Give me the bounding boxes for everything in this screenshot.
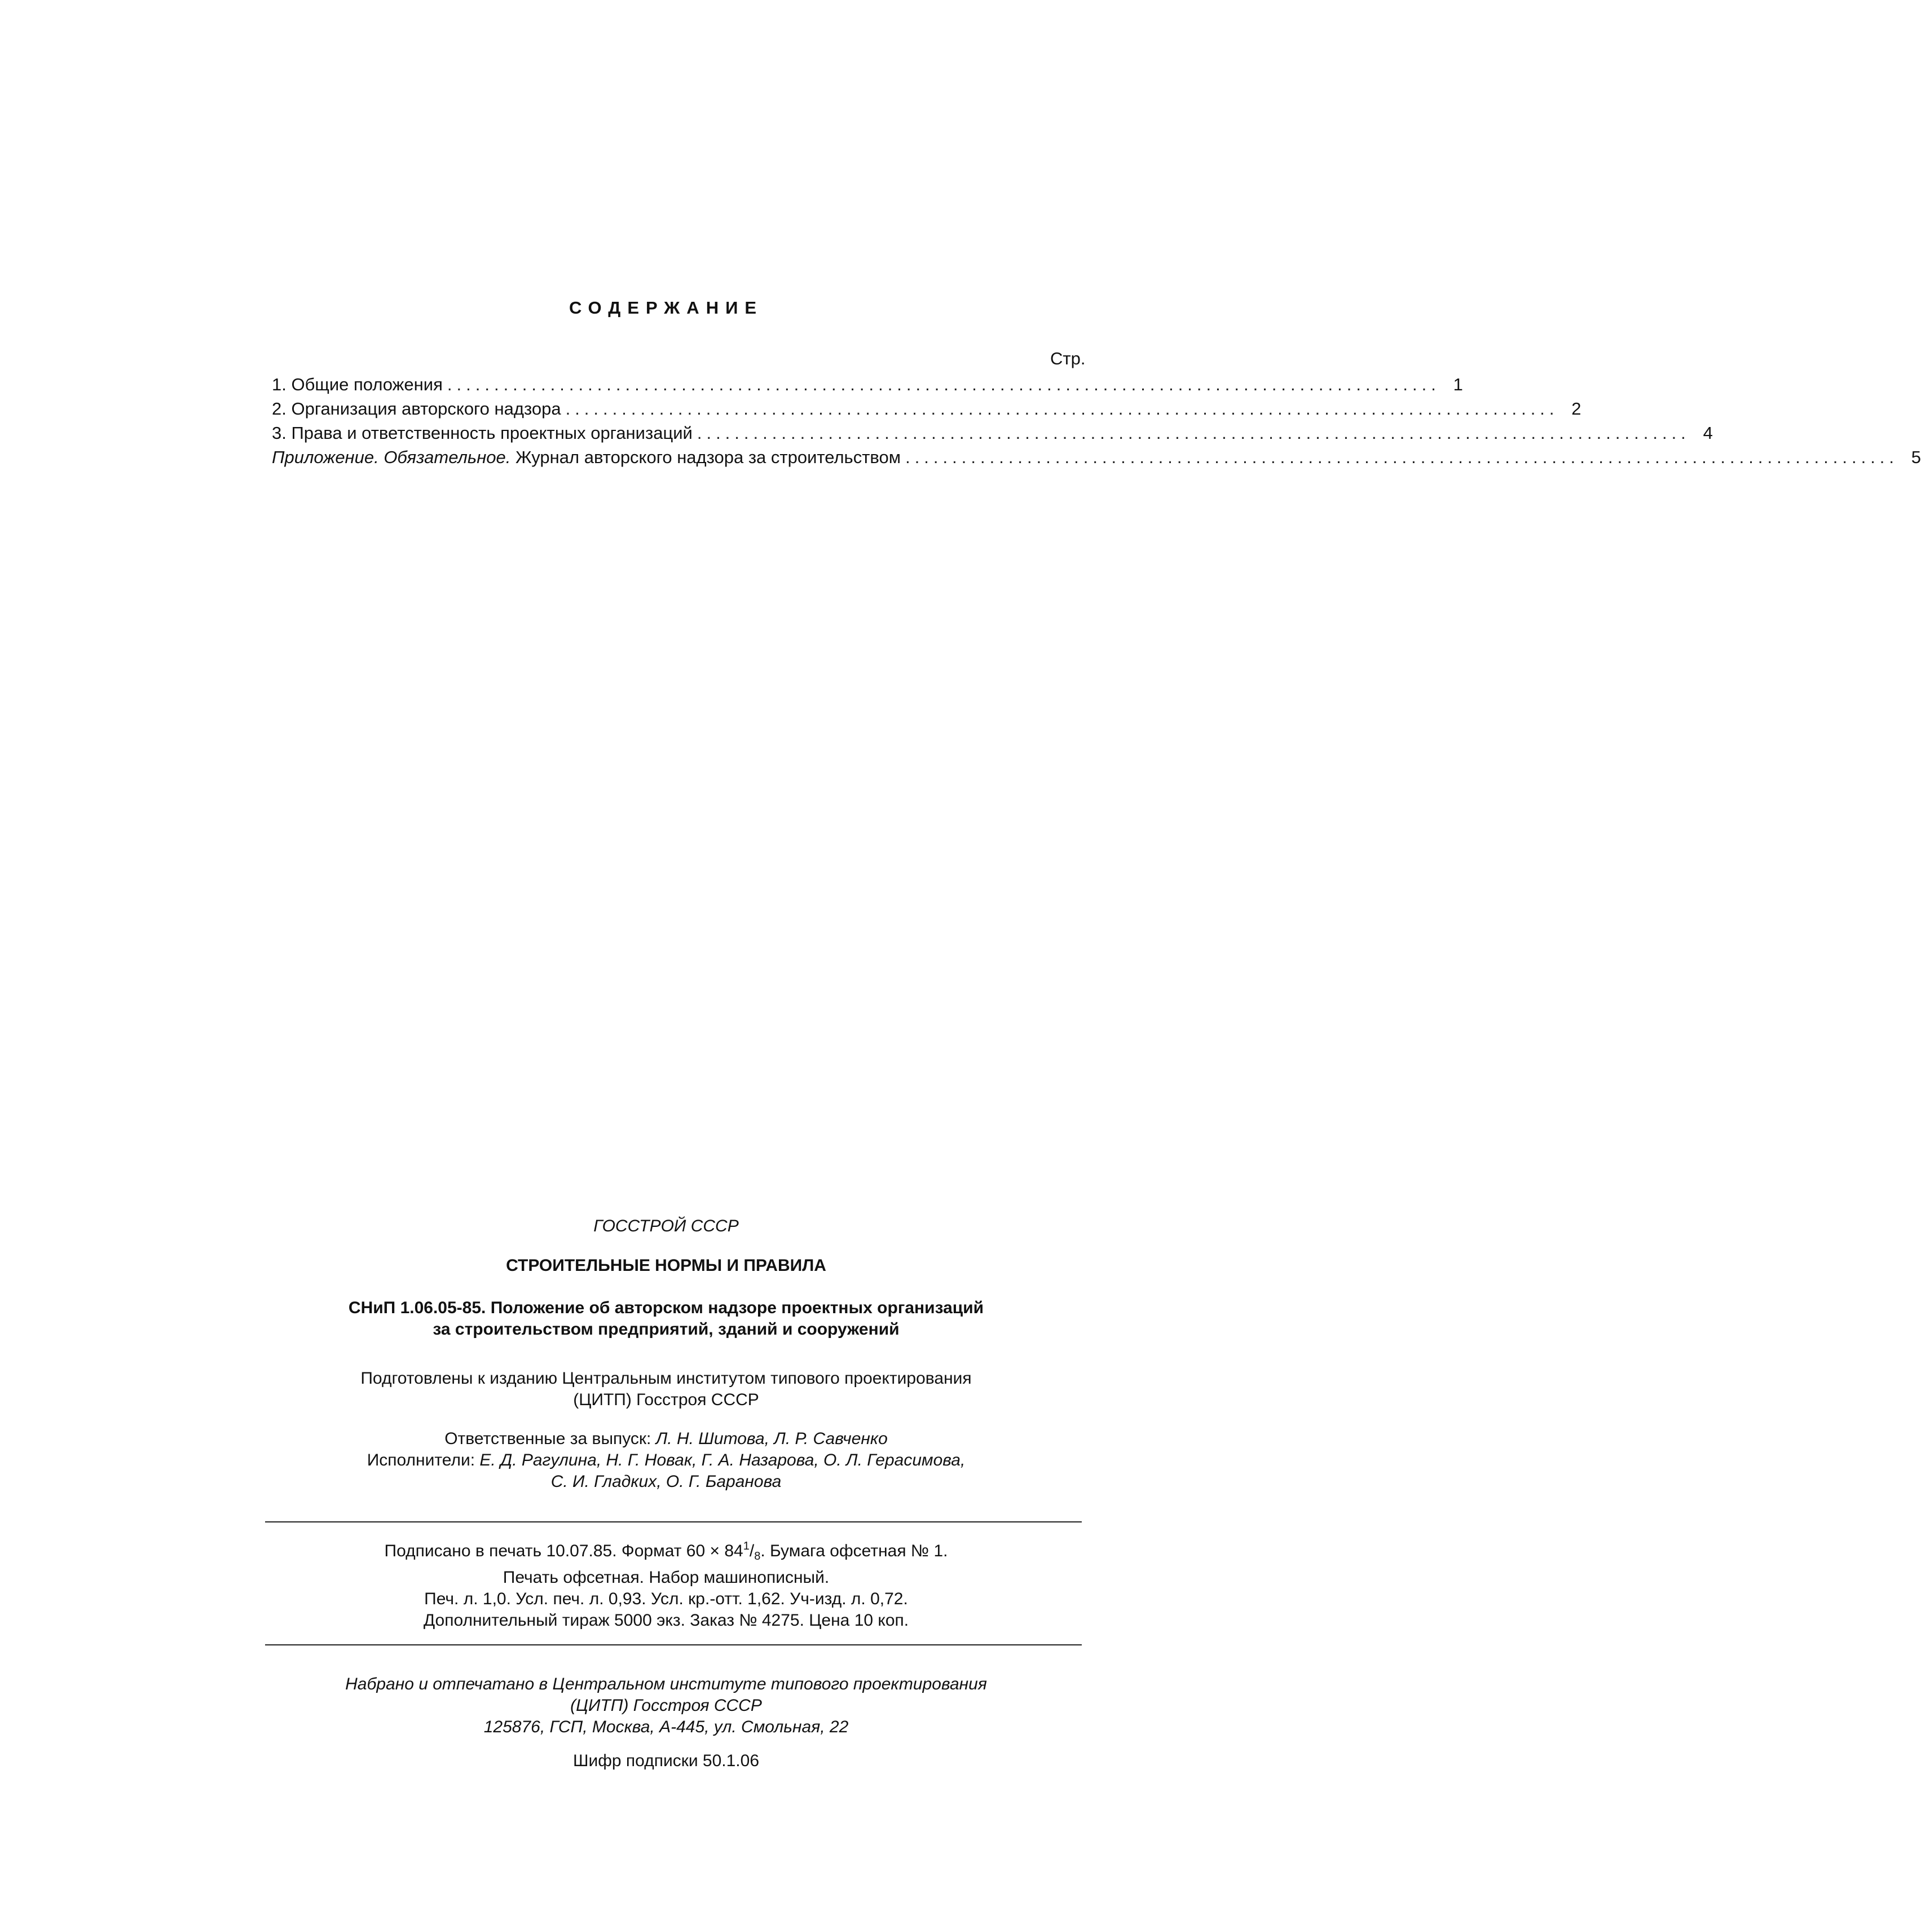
document-title-line: за строительством предприятий, зданий и сооружений — [433, 1320, 900, 1339]
toc-page-column-header: Стр. — [1050, 349, 1086, 368]
toc-entry-title — [272, 447, 901, 468]
toc-entry-title: 1. Общие положения — [272, 375, 443, 394]
series-title: СТРОИТЕЛЬНЫЕ НОРМЫ И ПРАВИЛА — [506, 1256, 826, 1275]
toc-dot-leader: .......................................................................................................... — [697, 423, 1690, 443]
executors-names: Е. Д. Рагулина, Н. Г. Новак, Г. А. Назарова, О. Л. Герасимова, — [479, 1451, 966, 1469]
toc-entry[interactable] — [272, 399, 1581, 423]
toc-appendix-title: Журнал авторского надзора за строительством — [510, 447, 901, 467]
toc-appendix-label: Приложение. Обязательное. — [272, 447, 511, 467]
format-fraction-denominator: 8 — [754, 1550, 761, 1563]
toc-dot-leader: .......................................................................................................... — [447, 375, 1440, 394]
document-title — [0, 1297, 1332, 1340]
toc-entry-page: 5 — [1911, 447, 1921, 467]
printed-by-line: 125876, ГСП, Москва, А-445, ул. Смольная, 22 — [483, 1718, 849, 1736]
prepared-by-line: Подготовлены к изданию Центральным институтом типового проектирования — [360, 1369, 972, 1388]
prepared-by — [0, 1368, 1332, 1411]
toc-entry[interactable] — [272, 447, 1921, 472]
toc-entry-page: 1 — [1453, 375, 1463, 394]
executors-line — [0, 1450, 1332, 1471]
toc-entry[interactable] — [272, 375, 1463, 399]
document-title-line: СНиП 1.06.05-85. Положение об авторском надзоре проектных организаций — [348, 1299, 984, 1317]
publisher: ГОССТРОЙ СССР — [593, 1217, 739, 1235]
toc-entry-page: 4 — [1703, 423, 1713, 443]
print-spec-line: Дополнительный тираж 5000 экз. Заказ № 4275. Цена 10 коп. — [423, 1611, 909, 1630]
subscription-code: Шифр подписки 50.1.06 — [572, 1751, 760, 1770]
responsible-label: Ответственные за выпуск: — [444, 1429, 651, 1448]
responsible-line — [0, 1428, 1332, 1450]
print-spec-line: Подписано в печать 10.07.85. Формат $60 \times 84^1/_8$. Бумага офсетная № 1. — [384, 1540, 948, 1563]
print-spec-text: Подписано в печать 10.07.85. Формат 60 × 84 — [384, 1542, 743, 1560]
credits — [0, 1428, 1332, 1493]
divider — [265, 1644, 1082, 1645]
toc-entry-title: 3. Права и ответственность проектных организаций — [272, 423, 693, 443]
toc-entry-title: 2. Организация авторского надзора — [272, 399, 561, 419]
format-fraction-numerator: 1 — [743, 1540, 750, 1552]
toc-dot-leader: .......................................................................................................... — [565, 399, 1559, 419]
prepared-by-line: (ЦИТП) Госстроя СССР — [573, 1390, 759, 1409]
divider — [265, 1521, 1082, 1522]
printed-by — [0, 1674, 1332, 1738]
toc-dot-leader: .......................................................................................................... — [905, 447, 1899, 467]
print-spec-text: . Бумага офсетная № 1. — [760, 1542, 948, 1560]
toc-entry[interactable] — [272, 423, 1713, 447]
print-spec-line: Печ. л. 1,0. Усл. печ. л. 0,93. Усл. кр.-отт. 1,62. Уч-изд. л. 0,72. — [424, 1590, 908, 1608]
printed-by-line: Набрано и отпечатано в Центральном институте типового проектирования — [345, 1675, 987, 1693]
responsible-names: Л. Н. Шитова, Л. Р. Савченко — [655, 1429, 888, 1448]
executors-label: Исполнители: — [367, 1451, 475, 1469]
toc-entry-page: 2 — [1571, 399, 1581, 419]
printed-by-line: (ЦИТП) Госстроя СССР — [570, 1696, 762, 1715]
toc-title: СОДЕРЖАНИЕ — [569, 298, 764, 318]
print-spec-line: Печать офсетная. Набор машинописный. — [503, 1568, 830, 1587]
toc-list — [272, 375, 1921, 472]
executors-names: С. И. Гладких, О. Г. Баранова — [550, 1472, 782, 1491]
print-specifications — [0, 1535, 1332, 1631]
executors-line — [0, 1471, 1332, 1493]
